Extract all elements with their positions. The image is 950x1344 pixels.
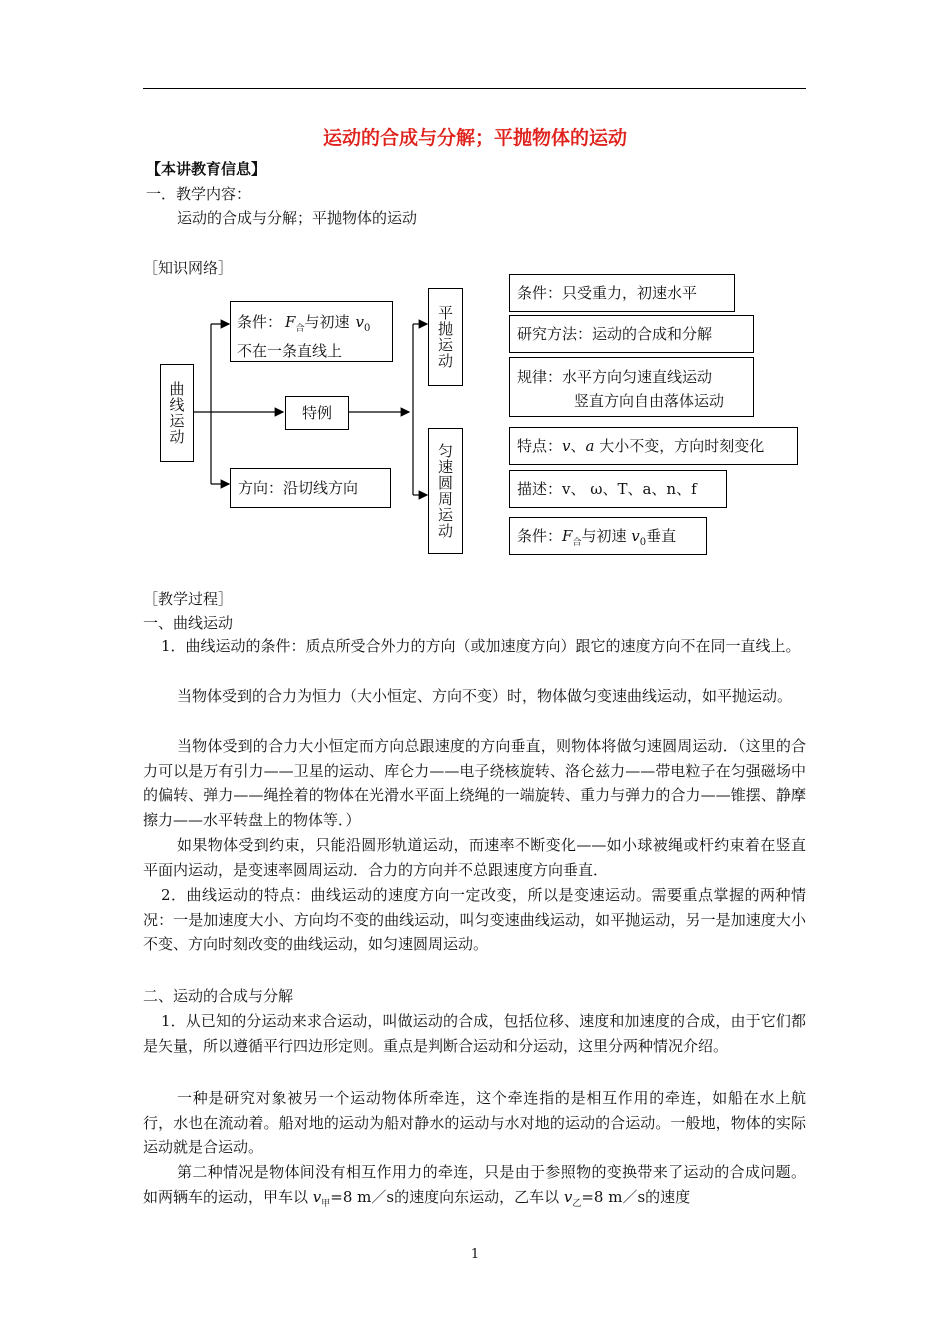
projectile-label: 平抛运动 [436, 305, 454, 369]
circular-feature-box: 特点：v、a 大小不变，方向时刻变化 [509, 427, 798, 465]
section-label: 【本讲教育信息】 [146, 160, 267, 178]
curve-motion-box [160, 364, 194, 462]
process-label: ［教学过程］ [143, 590, 234, 608]
section-2-title: 二、运动的合成与分解 [143, 987, 294, 1005]
condition-box [230, 301, 393, 362]
section-1-paragraph-4: 如果物体受到约束，只能沿圆形轨道运动，而速率不断变化——如小球被绳或杆约束着在竖直平面内运动，是变速率圆周运动．合力的方向并不总跟速度方向垂直． [143, 836, 806, 879]
page-number: 1 [470, 1247, 480, 1262]
condition-line-1: 条件： $F_合$与初速 $v_0$ [237, 313, 371, 334]
direction-box: 方向：沿切线方向 [230, 468, 391, 508]
projectile-method-box: 研究方法：运动的合成和分解 [509, 315, 754, 353]
content-heading: 一．教学内容： [146, 185, 252, 203]
circular-box [428, 428, 463, 554]
network-label: ［知识网络］ [143, 259, 234, 277]
special-case-box: 特例 [285, 396, 349, 430]
section-1-paragraph-2: 当物体受到的合力为恒力（大小恒定、方向不变）时，物体做匀变速曲线运动，如平抛运动。 [177, 687, 793, 705]
section-1-title: 一、曲线运动 [143, 614, 234, 632]
circular-label: 匀速圆周运动 [436, 443, 454, 539]
section-1-paragraph-1: 1．曲线运动的条件：质点所受合外力的方向（或加速度方向）跟它的速度方向不在同一直线上。 [161, 637, 801, 655]
section-2-paragraph-2: 一种是研究对象被另一个运动物体所牵连，这个牵连指的是相互作用的牵连，如船在水上航行，水也在流动着。船对地的运动为船对静水的运动与水对地的运动的合运动。一般地，物体的实际运动就是合运动。 [143, 1089, 806, 1156]
circular-describe-box: 描述：v、 ω、T、a、n、f [509, 470, 727, 508]
projectile-law-box: 规律：水平方向匀速直线运动 竖直方向自由落体运动 [509, 357, 754, 417]
section-2-paragraph-1: 1．从已知的分运动来求合运动，叫做运动的合成，包括位移、速度和加速度的合成，由于它们都是矢量，所以遵循平行四边形定则。重点是判断合运动和分运动，这里分两种情况介绍。 [143, 1012, 806, 1055]
section-1-paragraph-5: 2．曲线运动的特点：曲线运动的速度方向一定改变，所以是变速运动。需要重点掌握的两种情况：一是加速度大小、方向均不变的曲线运动，叫匀变速曲线运动，如平抛运动，另一是加速度大小不变、方向时刻改变的曲线运动，如匀速圆周运动。 [143, 886, 806, 953]
page-title: 运动的合成与分解；平抛物体的运动 [322, 127, 627, 149]
content-text: 运动的合成与分解；平抛物体的运动 [177, 209, 418, 227]
diagram-connectors [0, 0, 950, 600]
condition-line-2: 不在一条直线上 [237, 342, 343, 360]
section-1-paragraph-3: 当物体受到的合力大小恒定而方向总跟速度的方向垂直，则物体将做匀速圆周运动．（这里的合力可以是万有引力——卫星的运动、库仑力——电子绕核旋转、洛仑兹力——带电粒子在匀强磁场中的偏转、弹力——绳拴着的物体在光滑水平面上绕绳的一端旋转、重力与弹力的合力——锥摆、静摩擦力——水平转盘上的物体等．） [143, 737, 806, 829]
curve-motion-label: 曲线运动 [167, 381, 186, 445]
section-2-paragraph-3: 第二种情况是物体间没有相互作用力的牵连，只是由于参照物的变换带来了运动的合成问题。如两辆车的运动，甲车以 $v_甲=8$ m／s的速度向东运动，乙车以 $v_乙=8$ m／s的速度 [143, 1163, 806, 1209]
projectile-condition-box: 条件：只受重力，初速水平 [509, 274, 735, 312]
circular-condition-box: 条件：$F_合$与初速 $v_0$垂直 [509, 517, 707, 555]
projectile-box [428, 288, 463, 386]
